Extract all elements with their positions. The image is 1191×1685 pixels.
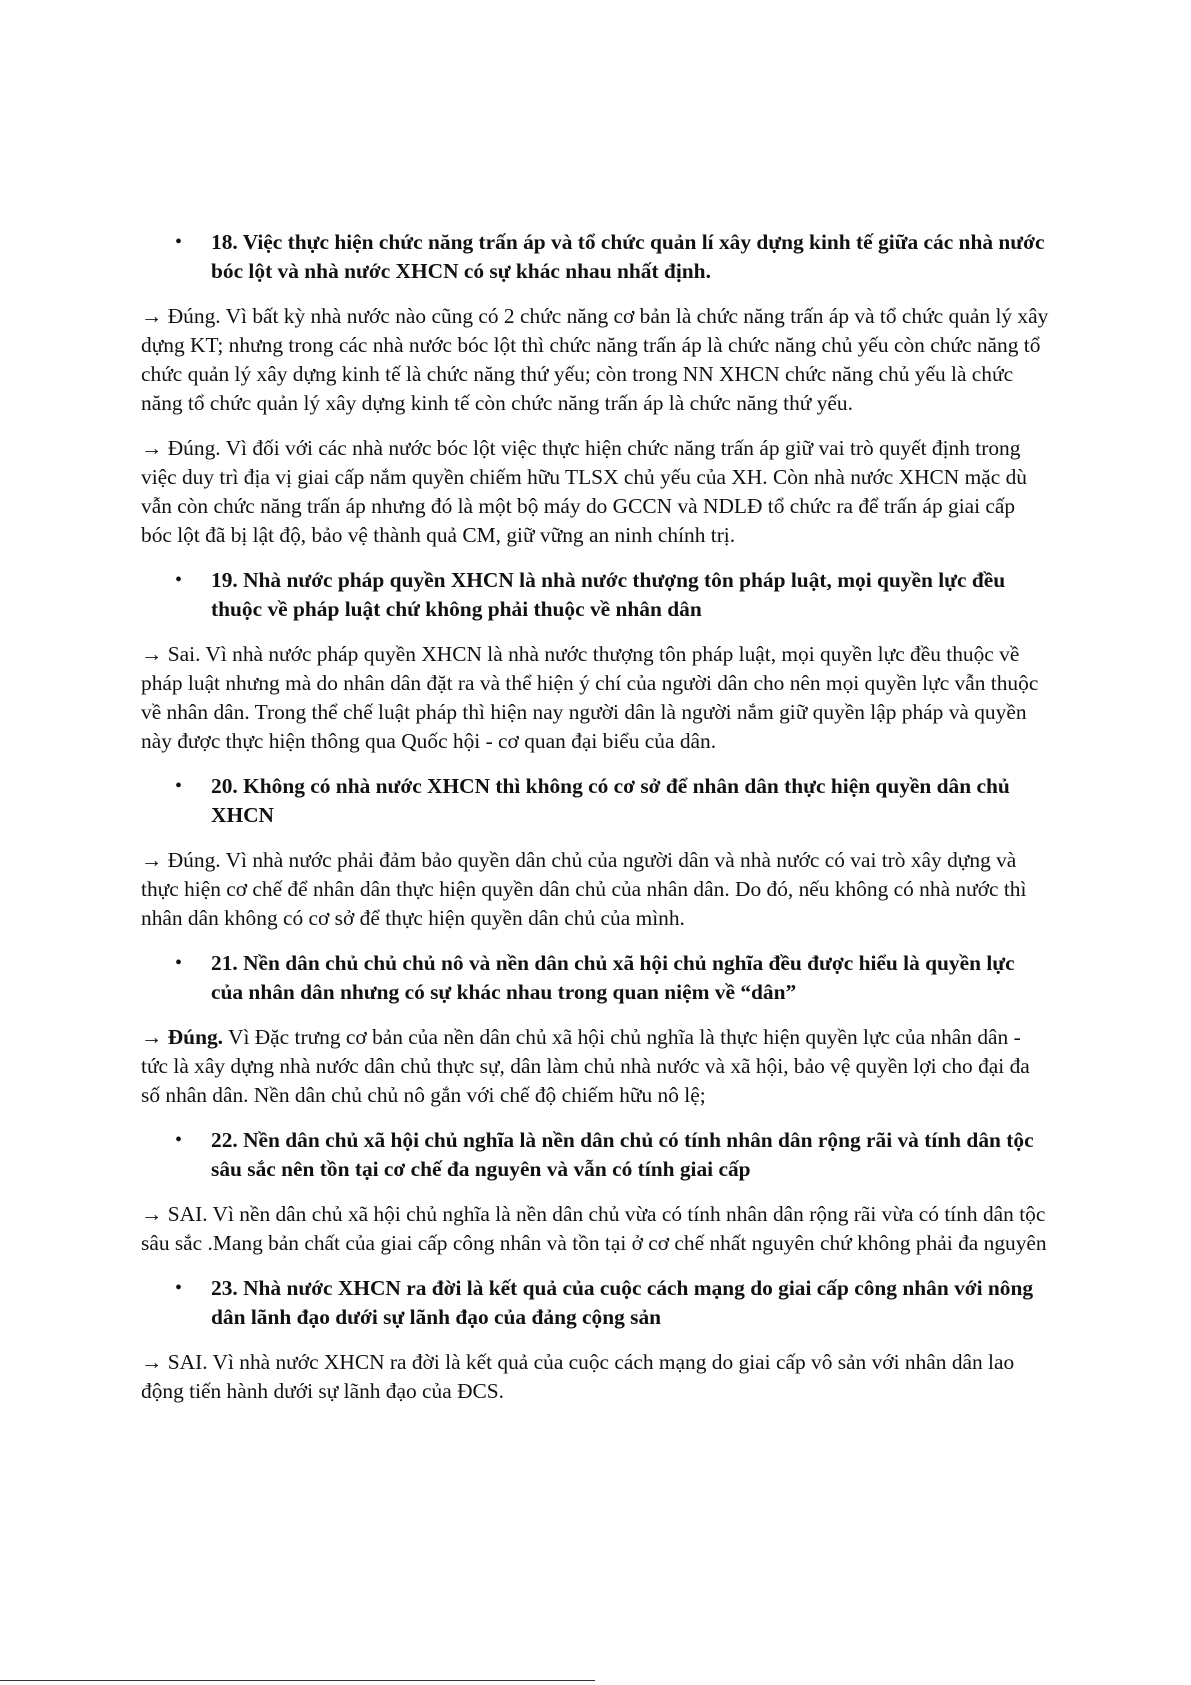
answer-paragraph: [141, 302, 1051, 418]
bullet-icon: •: [175, 952, 183, 974]
question-text: 18. Việc thực hiện chức năng trấn áp và tổ chức quản lí xây dựng kinh tế giữa các nhà nước bóc lột và nhà nước XHCN có sự khác nhau nhất định.: [211, 230, 1045, 283]
question-item: [141, 949, 1051, 1007]
page-bottom-divider: [0, 1680, 595, 1681]
answer-text: → Sai. Vì nhà nước pháp quyền XHCN là nhà nước thượng tôn pháp luật, mọi quyền lực đều thuộc về pháp luật nhưng mà do nhân dân đặt ra và thể hiện ý chí của người dân cho nên mọi quyền lực vẫn thuộc về nhân dân. Trong thể chế luật pháp thì hiện nay người dân là người nắm giữ quyền lập pháp và quyền này được thực hiện thông qua Quốc hội - cơ quan đại biểu của dân.: [141, 642, 1039, 753]
question-text: 22. Nền dân chủ xã hội chủ nghĩa là nền dân chủ có tính nhân dân rộng rãi và tính dân tộc sâu sắc nên tồn tại cơ chế đa nguyên và vẫn có tính giai cấp: [211, 1128, 1034, 1181]
question-item: [141, 228, 1051, 286]
answer-text: → SAI. Vì nhà nước XHCN ra đời là kết quả của cuộc cách mạng do giai cấp vô sản với nhân dân lao động tiến hành dưới sự lãnh đạo của ĐCS.: [141, 1350, 1015, 1403]
bullet-icon: •: [175, 1129, 183, 1151]
question-item: [141, 772, 1051, 830]
question-text: 20. Không có nhà nước XHCN thì không có cơ sở để nhân dân thực hiện quyền dân chủ XHCN: [211, 774, 1010, 827]
question-item: [141, 1126, 1051, 1184]
answer-text: → SAI. Vì nền dân chủ xã hội chủ nghĩa là nền dân chủ vừa có tính nhân dân rộng rãi vừa có tính dân tộc sâu sắc .Mang bản chất của giai cấp công nhân và tồn tại ở cơ chế nhất nguyên chứ không phải đa nguyên: [141, 1202, 1047, 1255]
answer-paragraph: [141, 434, 1051, 550]
question-text: 19. Nhà nước pháp quyền XHCN là nhà nước thượng tôn pháp luật, mọi quyền lực đều thuộc về pháp luật chứ không phải thuộc về nhân dân: [211, 568, 1006, 621]
question-item: [141, 566, 1051, 624]
question-text: 23. Nhà nước XHCN ra đời là kết quả của cuộc cách mạng do giai cấp công nhân với nông dân lãnh đạo dưới sự lãnh đạo của đảng cộng sản: [211, 1276, 1034, 1329]
document-content: [141, 228, 1051, 1422]
answer-paragraph: [141, 846, 1051, 933]
answer-paragraph: [141, 1200, 1051, 1258]
question-item: [141, 1274, 1051, 1332]
bullet-icon: •: [175, 1277, 183, 1299]
answer-text: → Đúng. Vì nhà nước phải đảm bảo quyền dân chủ của người dân và nhà nước có vai trò xây dựng và thực hiện cơ chế để nhân dân thực hiện quyền dân chủ của nhân dân. Do đó, nếu không có nhà nước thì nhân dân không có cơ sở để thực hiện quyền dân chủ của mình.: [141, 848, 1027, 930]
answer-paragraph: [141, 640, 1051, 756]
answer-paragraph: [141, 1348, 1051, 1406]
answer-text: → Đúng. Vì đối với các nhà nước bóc lột việc thực hiện chức năng trấn áp giữ vai trò quyết định trong việc duy trì địa vị giai cấp nắm quyền chiếm hữu TLSX chủ yếu của XH. Còn nhà nước XHCN mặc dù vẫn còn chức năng trấn áp nhưng đó là một bộ máy do GCCN và NDLĐ tổ chức ra để trấn áp giai cấp bóc lột đã bị lật độ, bảo vệ thành quả CM, giữ vững an ninh chính trị.: [141, 436, 1027, 547]
answer-text: → Đúng. Vì bất kỳ nhà nước nào cũng có 2 chức năng cơ bản là chức năng trấn áp và tổ chức quản lý xây dựng KT; nhưng trong các nhà nước bóc lột thì chức năng trấn áp là chức năng chủ yếu còn chức năng tổ chức quản lý xây dựng kinh tế là chức năng thứ yếu; còn trong NN XHCN chức năng chủ yếu là chức năng tổ chức quản lý xây dựng kinh tế còn chức năng trấn áp là chức năng thứ yếu.: [141, 304, 1049, 415]
answer-verdict: → Đúng.: [141, 1025, 224, 1049]
question-text: 21. Nền dân chủ chủ chủ nô và nền dân chủ xã hội chủ nghĩa đều được hiểu là quyền lực của nhân dân nhưng có sự khác nhau trong quan niệm về “dân”: [211, 951, 1015, 1004]
bullet-icon: •: [175, 775, 183, 797]
bullet-icon: •: [175, 569, 183, 591]
answer-text: Vì Đặc trưng cơ bản của nền dân chủ xã hội chủ nghĩa là thực hiện quyền lực của nhân dân - tức là xây dựng nhà nước dân chủ thực sự, dân làm chủ nhà nước và xã hội, bảo vệ quyền lợi cho đại đa số nhân dân. Nền dân chủ chủ nô gắn với chế độ chiếm hữu nô lệ;: [141, 1025, 1030, 1107]
answer-paragraph: [141, 1023, 1051, 1110]
bullet-icon: •: [175, 231, 183, 253]
